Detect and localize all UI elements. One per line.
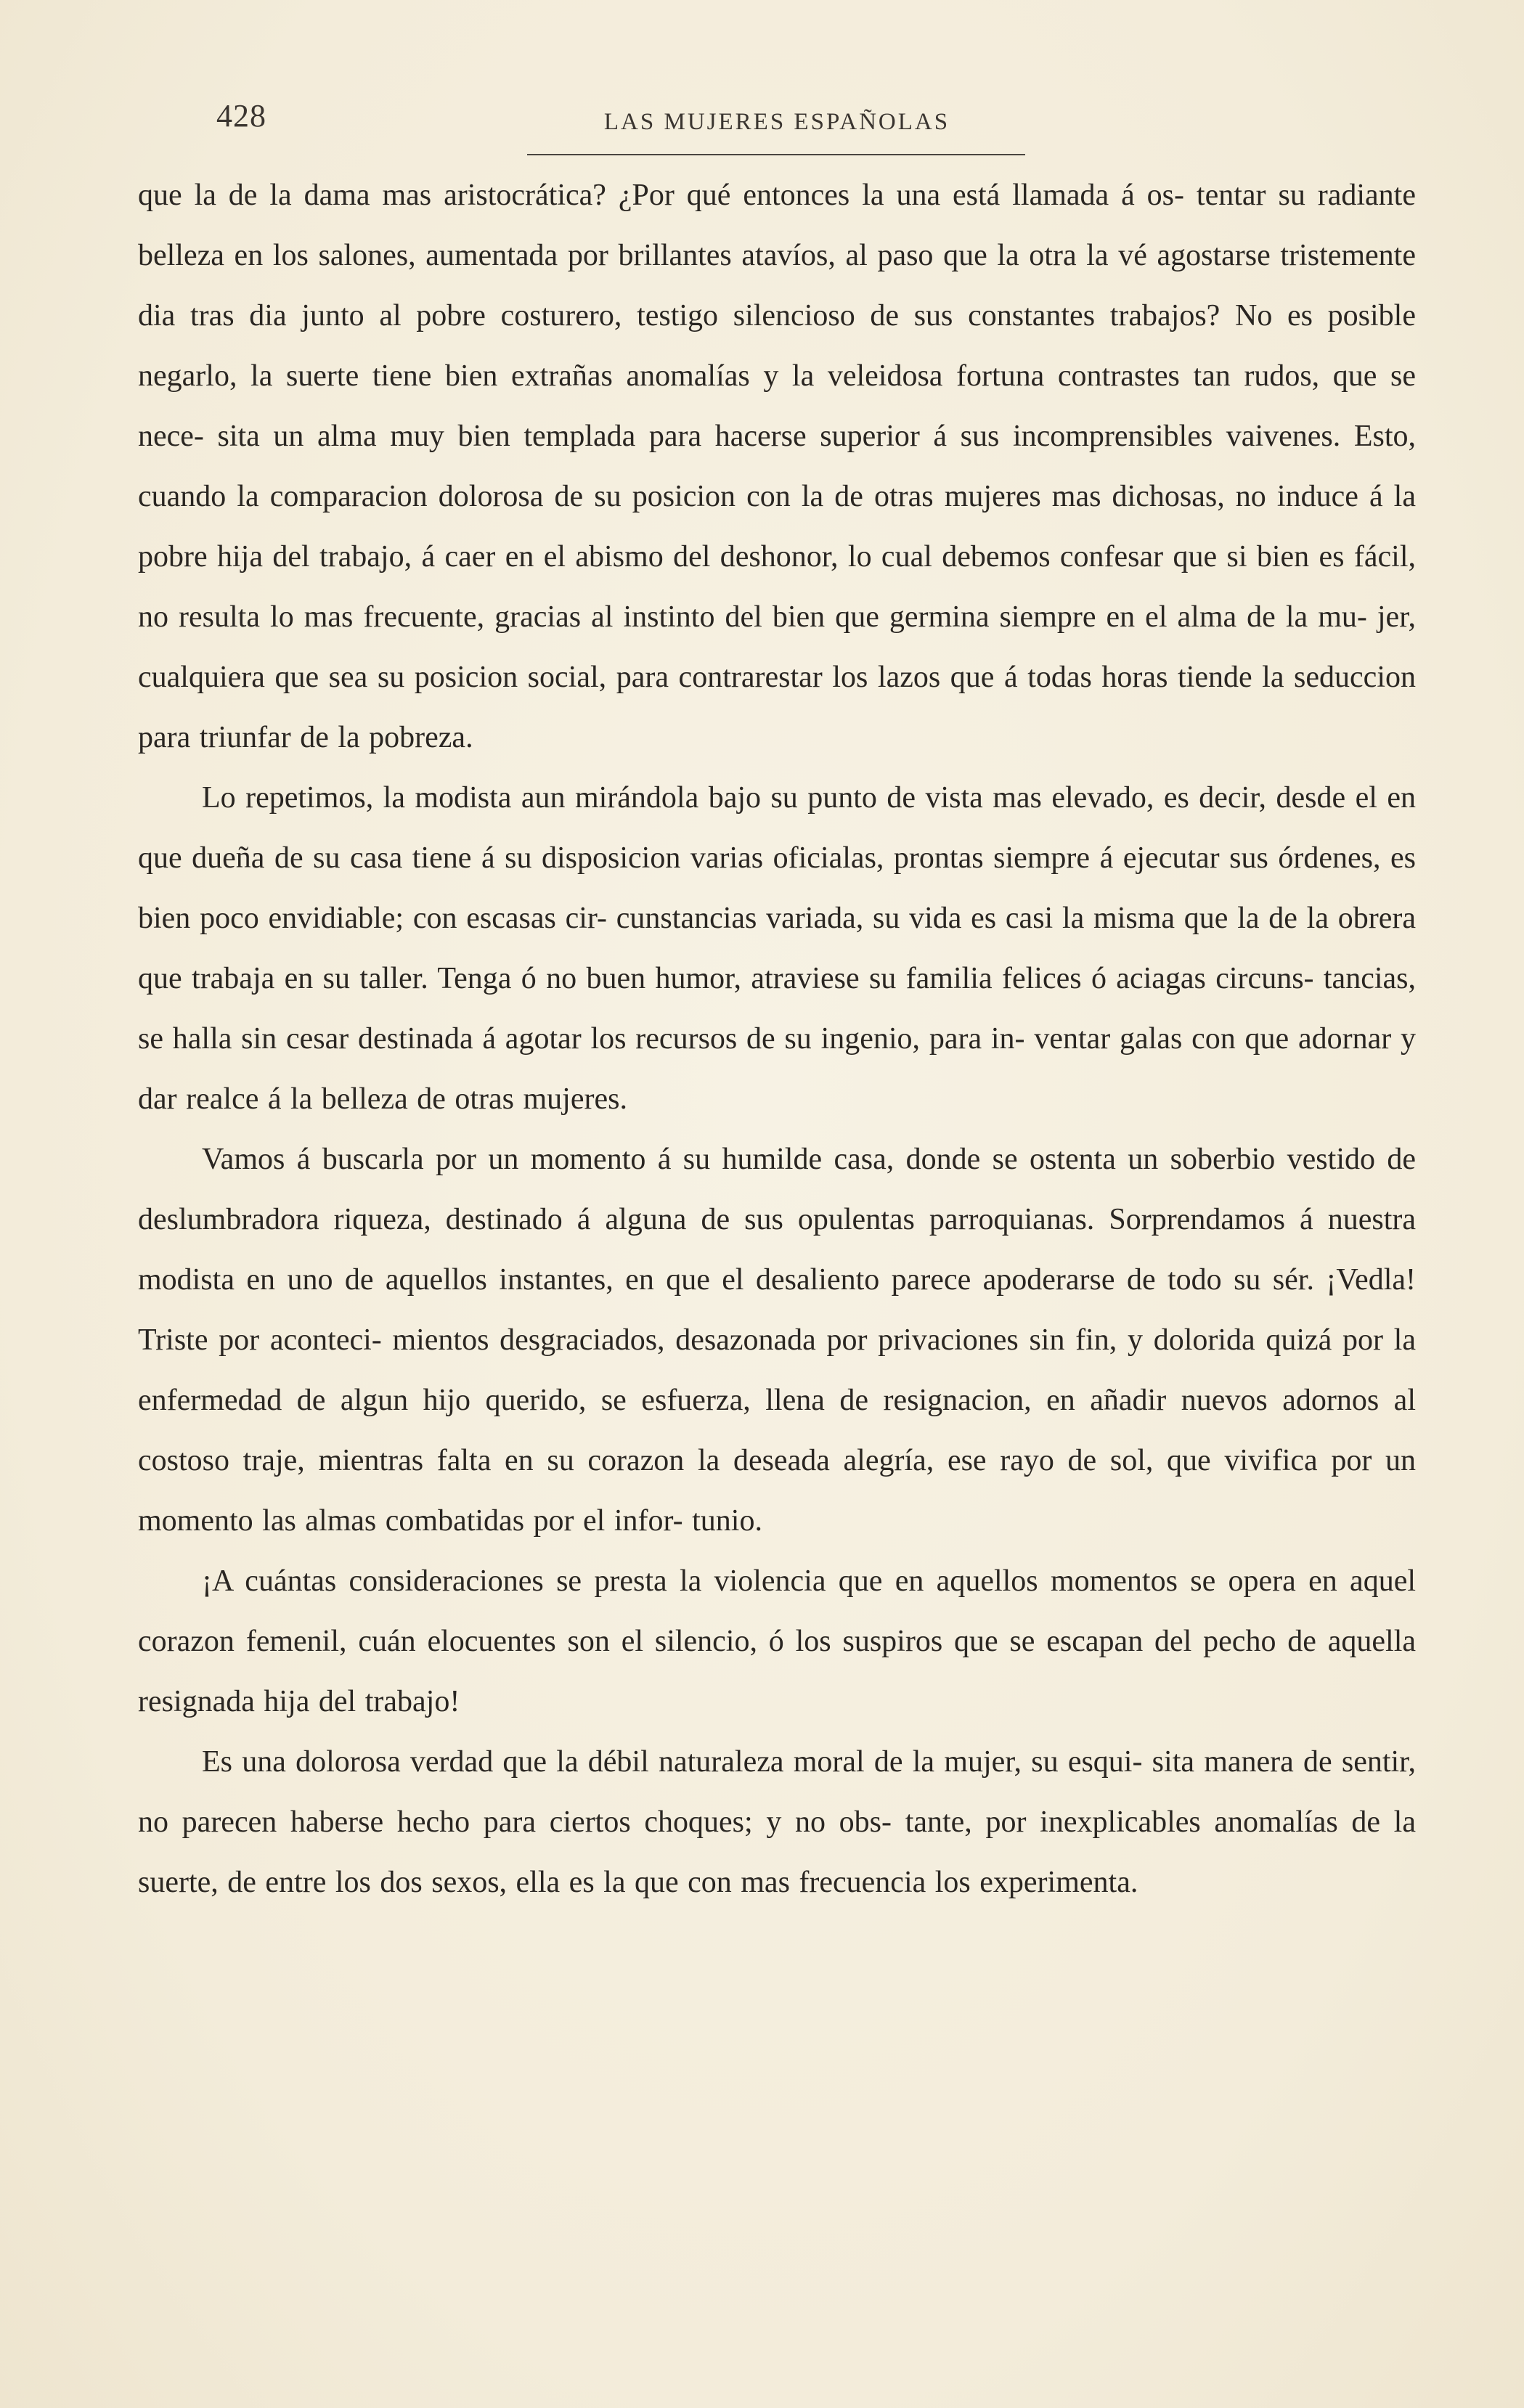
paragraph-1: que la de la dama mas aristocrática? ¿Por qué entonces la una está llamada á os- tentar su radiante belleza en los salones, aumentada por brillantes atavíos, al paso que la otra la vé agostarse tristemente dia tras dia junto al pobre costurero, testigo silencioso de sus constantes trabajos? No es posible negarlo, la suerte tiene bien extrañas anomalías y la veleidosa fortuna contrastes tan rudos, que se nece- sita un alma muy bien templada para hacerse superior á sus incomprensibles vaivenes. Esto, cuando la comparacion dolorosa de su posicion con la de otras mujeres mas dichosas, no induce á la pobre hija del trabajo, á caer en el abismo del deshonor, lo cual debemos confesar que si bien es fácil, no resulta lo mas frecuente, gracias al instinto del bien que germina siempre en el alma de la mu- jer, cualquiera que sea su posicion social, para contrarestar los lazos que á todas horas tiende la seduccion para triunfar de la pobreza. <box>138 179 1416 754</box>
paragraph-5: Es una dolorosa verdad que la débil naturaleza moral de la mujer, su esqui- sita manera de sentir, no parecen haberse hecho para ciertos choques; y no obs- tante, por inexplicables anomalías de la suerte, de entre los dos sexos, ella es la que con mas frecuencia los experimenta. <box>138 1745 1416 1899</box>
paragraph-4: ¡A cuántas consideraciones se presta la violencia que en aquellos momentos se opera en aquel corazon femenil, cuán elocuentes son el silencio, ó los suspiros que se escapan del pecho de aquella resignada hija del trabajo! <box>138 1564 1416 1718</box>
paragraph-2: Lo repetimos, la modista aun mirándola bajo su punto de vista mas elevado, es decir, desde el en que dueña de su casa tiene á su disposicion varias oficialas, prontas siempre á ejecutar sus órdenes, es bien poco envidiable; con escasas cir- cunstancias variada, su vida es casi la misma que la de la obrera que trabaja en su taller. Tenga ó no buen humor, atraviese su familia felices ó aciagas circuns- tancias, se halla sin cesar destinada á agotar los recursos de su ingenio, para in- ventar galas con que adornar y dar realce á la belleza de otras mujeres. <box>138 781 1416 1116</box>
page-number: 428 <box>216 98 266 134</box>
page-header <box>138 87 1416 160</box>
running-title: LAS MUJERES ESPAÑOLAS <box>603 109 950 135</box>
paragraph-3: Vamos á buscarla por un momento á su humilde casa, donde se ostenta un soberbio vestido de deslumbradora riqueza, destinado á alguna de sus opulentas parroquianas. Sorprendamos á nuestra modista en uno de aquellos instantes, en que el desaliento parece apoderarse de todo su sér. ¡Vedla! Triste por aconteci- mientos desgraciados, desazonada por privaciones sin fin, y dolorida quizá por la enfermedad de algun hijo querido, se esfuerza, llena de resignacion, en añadir nuevos adornos al costoso traje, mientras falta en su corazon la deseada alegría, ese rayo de sol, que vivifica por un momento las almas combatidas por el infor- tunio. <box>138 1143 1416 1538</box>
body-text <box>138 166 1416 1913</box>
header-rule <box>527 154 1025 155</box>
